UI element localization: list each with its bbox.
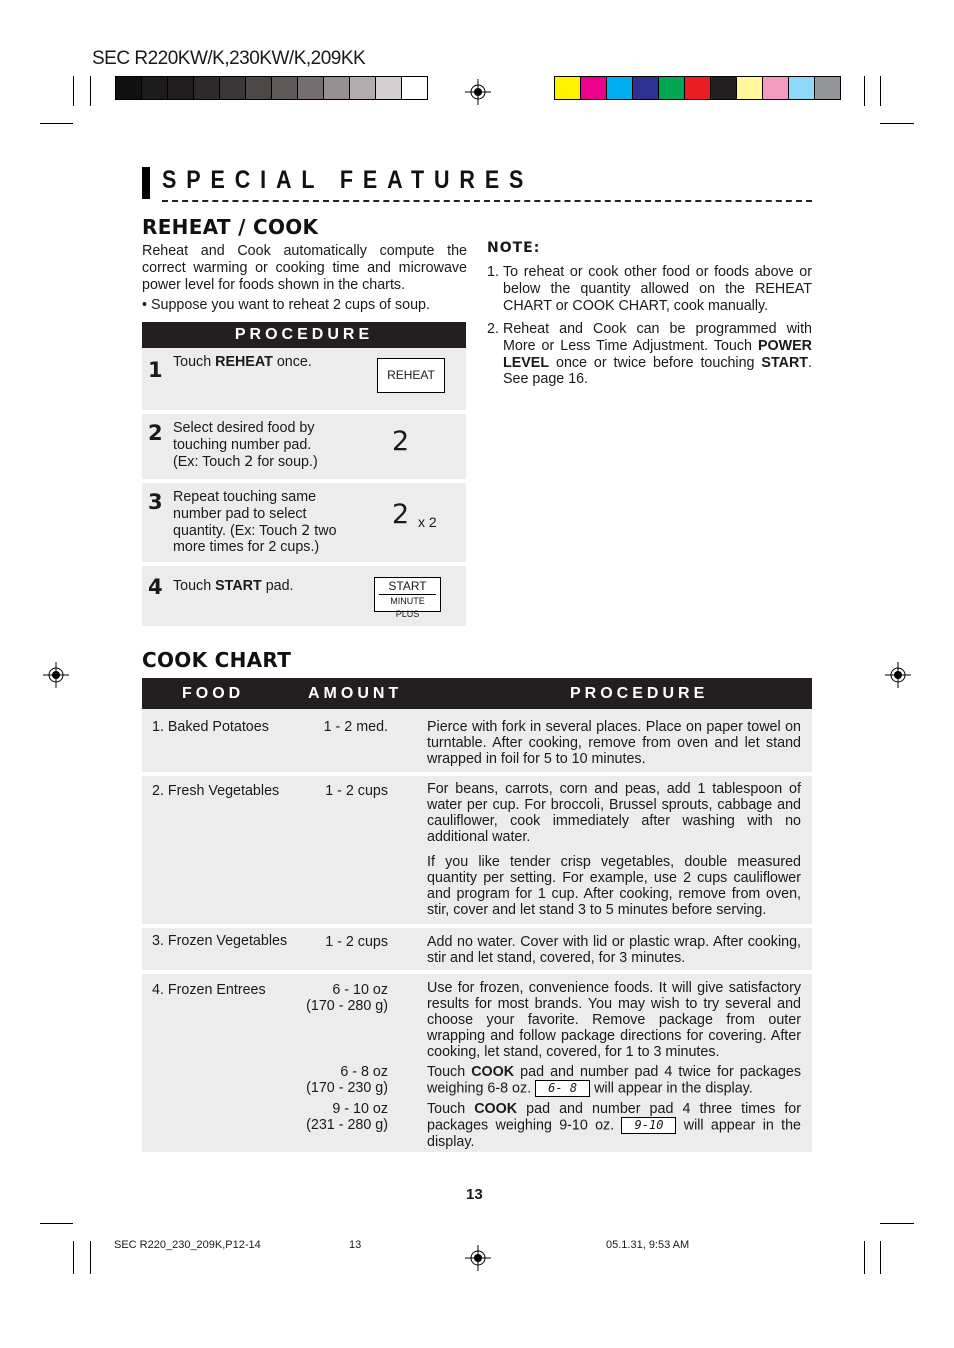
crop-mark: [40, 1223, 73, 1224]
color-swatch: [555, 77, 581, 99]
amount-line: (231 - 280 g): [306, 1117, 388, 1133]
procedure-text-part: will appear in the display.: [427, 1117, 801, 1150]
step-text-line: more times for 2 cups.): [173, 539, 320, 556]
step-text-line: Select desired food by: [173, 420, 315, 436]
color-swatch: [194, 77, 220, 99]
color-swatch: [272, 77, 298, 99]
amount-line: 6 - 8 oz: [340, 1064, 388, 1080]
footer-timestamp: 05.1.31, 9:53 AM: [606, 1239, 690, 1251]
color-swatch: [581, 77, 607, 99]
note-text-part: once or twice before touching: [549, 354, 762, 371]
section-title: SPECIAL FEATURES: [162, 166, 534, 194]
registration-mark-icon: [885, 662, 911, 688]
procedure-step-1: [142, 348, 466, 410]
display-readout: 9-10: [621, 1117, 676, 1134]
color-swatch: [789, 77, 815, 99]
step-number: 4: [148, 575, 163, 599]
amount-cell: [238, 1064, 388, 1096]
note-number: 2.: [487, 321, 499, 337]
procedure-cell: Add no water. Cover with lid or plastic wrap. After cooking, stir and let stand, covered, for 3 minutes.: [427, 934, 801, 966]
amount-cell: [238, 1101, 388, 1133]
procedure-step-3: [142, 483, 466, 562]
footer-file-name: SEC R220_230_209K,P12-14: [114, 1239, 261, 1251]
food-cell: 4. Frozen Entrees: [152, 982, 266, 998]
crop-mark: [73, 1241, 74, 1274]
amount-line: 6 - 10 oz: [332, 982, 388, 998]
number-pad-display: 2: [392, 426, 410, 457]
color-swatch: [633, 77, 659, 99]
crop-mark: [73, 76, 74, 106]
step-text: [173, 420, 318, 470]
crop-mark: [880, 1223, 914, 1224]
procedure-text-part: will appear in the display.: [590, 1080, 753, 1097]
start-key: [374, 577, 441, 619]
amount-cell: 1 - 2 cups: [325, 934, 388, 950]
crop-mark: [880, 76, 881, 106]
procedure-text-part: pad and number pad 4 three times for packages weighing 9-10 oz.: [427, 1101, 801, 1134]
note-item-1: [487, 264, 812, 314]
note-text-part: . See page 16.: [503, 354, 812, 388]
process-color-bar: [554, 76, 841, 100]
note-text: [503, 321, 812, 388]
color-swatch: [376, 77, 402, 99]
color-swatch: [324, 77, 350, 99]
note-text-bold: START: [761, 354, 809, 371]
color-swatch: [607, 77, 633, 99]
note-text: To reheat or cook other food or foods above or below the quantity allowed on the REHEAT CHART or COOK CHART, cook manually.: [503, 264, 812, 314]
crop-mark: [90, 76, 91, 106]
amount-cell: [238, 982, 388, 1014]
registration-mark-icon: [465, 79, 491, 105]
cook-chart-heading: COOK CHART: [142, 648, 292, 672]
number-pad-digit: 2: [301, 522, 311, 539]
crop-mark: [880, 1241, 881, 1274]
note-item-2: [487, 321, 812, 388]
crop-mark: [90, 1241, 91, 1274]
title-dashed-rule: [162, 200, 812, 202]
crop-mark: [880, 123, 914, 124]
title-bar-accent: [142, 167, 150, 199]
color-swatch: [116, 77, 142, 99]
procedure-text-bold: COOK: [474, 1101, 518, 1117]
color-swatch: [246, 77, 272, 99]
step-number: 2: [148, 421, 163, 445]
color-swatch: [711, 77, 737, 99]
step-text-line: touching number pad.: [173, 436, 312, 453]
amount-line: (170 - 280 g): [306, 998, 388, 1014]
step-text-line: [173, 454, 318, 471]
number-pad-digit: 2: [244, 453, 254, 470]
reheat-key: REHEAT: [377, 358, 445, 393]
cook-chart-header: [142, 678, 812, 709]
step-text-bold: START: [215, 578, 262, 594]
procedure-text-part: pad and number pad 4 twice for packages weighing 6-8 oz.: [427, 1064, 802, 1097]
food-cell: 1. Baked Potatoes: [152, 719, 269, 735]
table-row: [142, 776, 812, 924]
color-swatch: [298, 77, 324, 99]
procedure-text-part: Touch: [427, 1064, 472, 1080]
step-text-part: Touch: [173, 354, 216, 370]
amount-cell: 1 - 2 cups: [325, 783, 388, 799]
procedure-text-part: Touch: [427, 1101, 475, 1117]
color-swatch: [737, 77, 763, 99]
step-text: [173, 578, 294, 595]
food-cell: 3. Frozen Vegetables: [152, 933, 288, 949]
step-text-part: once.: [272, 354, 312, 370]
procedure-cell: For beans, carrots, corn and peas, add 1 tablespoon of water per cup. For broccoli, Brussel sprouts, cabbage and cauliflower, cook immediately after washing with no additional water.: [427, 781, 801, 845]
reheat-intro: Reheat and Cook automatically compute the correct warming or cooking time and microwave power level for foods shown in the charts.: [142, 243, 467, 293]
table-row: [142, 928, 812, 970]
table-row: [142, 974, 812, 1152]
color-swatch: [685, 77, 711, 99]
amount-cell: 1 - 2 med.: [323, 719, 388, 735]
registration-mark-icon: [43, 662, 69, 688]
amount-line: 9 - 10 oz: [332, 1101, 388, 1117]
page-number: 13: [466, 1186, 483, 1203]
column-header-procedure: PROCEDURE: [570, 684, 709, 702]
procedure-cell: [427, 1064, 801, 1097]
procedure-cell: Pierce with fork in several places. Place on paper towel on turntable. After cooking, remove from oven and let stand wrapped in foil for 5 to 10 minutes.: [427, 719, 801, 767]
amount-line: (170 - 230 g): [306, 1080, 388, 1096]
grayscale-color-bar: [115, 76, 428, 100]
note-text-part: Reheat and Cook can be programmed with More or Less Time Adjustment. Touch: [503, 321, 812, 354]
reheat-cook-heading: REHEAT / COOK: [142, 215, 319, 239]
step-text-part: two: [310, 522, 337, 539]
start-key-label: START: [388, 579, 427, 593]
procedure-header-label: PROCEDURE: [234, 326, 374, 343]
column-header-amount: AMOUNT: [308, 684, 403, 702]
color-swatch: [168, 77, 194, 99]
color-swatch: [142, 77, 168, 99]
step-text-line: [173, 523, 337, 540]
procedure-step-4: [142, 566, 466, 626]
footer-page: 13: [349, 1239, 362, 1251]
step-text: [173, 354, 312, 371]
food-cell: 2. Fresh Vegetables: [152, 783, 280, 799]
step-number: 1: [148, 358, 163, 382]
document-code: SEC R220KW/K,230KW/K,209KK: [92, 48, 366, 69]
reheat-example: • Suppose you want to reheat 2 cups of soup.: [142, 297, 430, 313]
crop-mark: [40, 123, 73, 124]
crop-mark: [864, 76, 865, 106]
procedure-cell: Use for frozen, convenience foods. It will give satisfactory results for most brands. You may wish to try several and choose your favorite. Remove package from outer wrapping and follow package directions for covering. After cooking, let stand, covered, for 1 to 3 minutes.: [427, 980, 801, 1060]
step-text-part: Touch: [173, 578, 216, 594]
color-swatch: [815, 77, 840, 99]
step-text-line: Repeat touching same: [173, 489, 317, 505]
registration-mark-icon: [465, 1245, 491, 1271]
step-text-part: quantity. (Ex: Touch: [173, 522, 302, 539]
procedure-cell: [427, 1101, 801, 1150]
minute-plus-label: MINUTE PLUS: [379, 594, 436, 621]
step-text-part: for soup.): [253, 453, 318, 470]
step-number: 3: [148, 490, 163, 514]
note-heading: NOTE:: [487, 240, 541, 256]
step-text-part: (Ex: Touch: [173, 453, 245, 470]
color-swatch: [763, 77, 789, 99]
step-text: [173, 489, 337, 556]
color-swatch: [350, 77, 376, 99]
procedure-text-bold: COOK: [471, 1064, 515, 1080]
table-row: [142, 709, 812, 772]
note-number: 1.: [487, 264, 499, 280]
procedure-cell: If you like tender crisp vegetables, double measured quantity per setting. For example, use 2 cups cauliflower and program for 1 cup. After cooking, remove from oven, stir, cover and let stand 3 to 5 minutes before serving.: [427, 854, 801, 918]
color-swatch: [659, 77, 685, 99]
display-readout: 6- 8: [535, 1080, 590, 1097]
repeat-count: x 2: [418, 514, 437, 530]
number-pad-display: 2: [392, 499, 410, 530]
column-header-food: FOOD: [182, 684, 245, 702]
procedure-step-2: [142, 414, 466, 479]
color-swatch: [220, 77, 246, 99]
step-text-part: pad.: [261, 578, 294, 594]
crop-mark: [864, 1241, 865, 1274]
step-text-line: number pad to select: [173, 505, 307, 522]
step-text-bold: REHEAT: [215, 354, 273, 370]
procedure-header: [142, 322, 466, 348]
color-swatch: [402, 77, 427, 99]
note-text-bold: POWER LEVEL: [503, 337, 812, 371]
